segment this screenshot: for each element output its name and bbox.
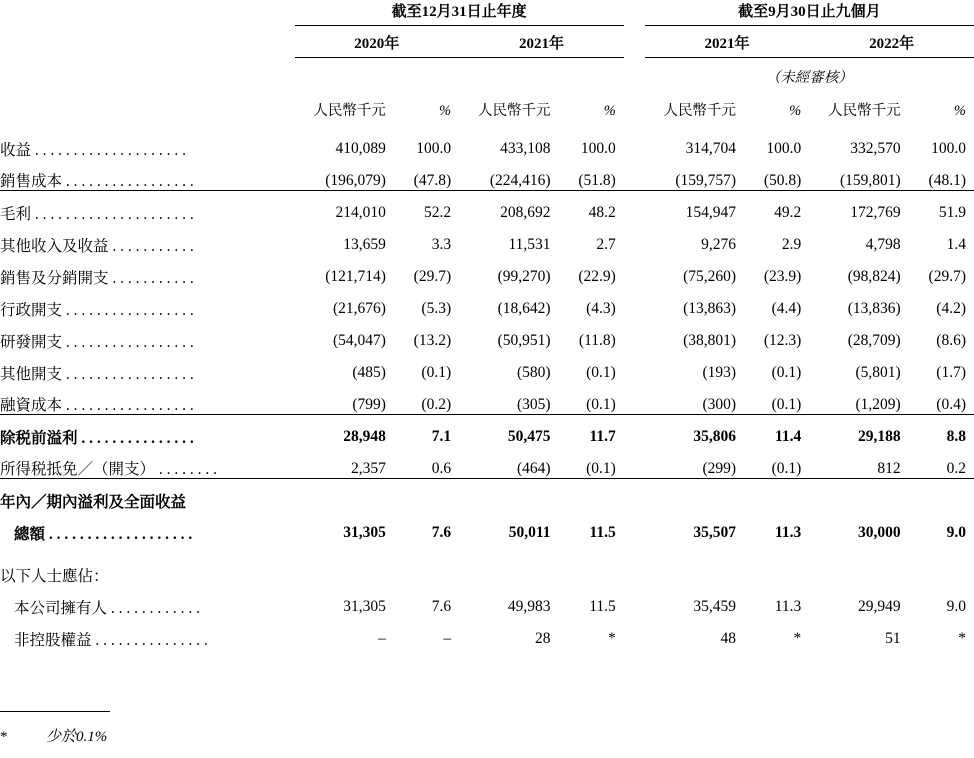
table-row — [0, 286, 974, 318]
row-label: 毛利 . . . . . . . . . . . . . . . . . . . . . — [0, 190, 295, 222]
cell-amount: (305) — [516, 395, 551, 413]
cell-percent: (0.1) — [771, 364, 802, 381]
row-label: 除税前溢利 . . . . . . . . . . . . . . . — [0, 414, 295, 446]
cell-amount: 812 — [877, 459, 901, 477]
cell-percent: (11.8) — [578, 332, 616, 349]
cell-amount: (75,260) — [683, 268, 737, 285]
cell-percent: 0.2 — [946, 459, 966, 477]
cell-percent: (4.3) — [586, 300, 616, 317]
cell-amount: 30,000 — [858, 524, 901, 541]
spacer-row — [0, 542, 974, 552]
cell-percent: 100.0 — [766, 140, 802, 157]
cell-amount: (799) — [352, 395, 386, 413]
cell-percent: 11.5 — [589, 598, 616, 615]
cell-percent — [392, 478, 459, 510]
cell-percent: (0.1) — [421, 364, 452, 381]
table-row — [0, 382, 974, 414]
cell-percent: (47.8) — [413, 171, 452, 189]
row-label: 非控股權益 . . . . . . . . . . . . . . . — [14, 631, 208, 649]
cell-percent: (5.3) — [421, 300, 452, 317]
header-group-annual: 截至12月31日止年度 — [295, 0, 624, 26]
cell-amount — [809, 478, 906, 510]
header-unit-row — [0, 89, 974, 126]
cell-amount: 314,704 — [685, 140, 737, 157]
column-gap — [624, 584, 645, 616]
row-label: 銷售成本 . . . . . . . . . . . . . . . . . — [0, 173, 194, 190]
row-label: 銷售及分銷開支 . . . . . . . . . . . — [0, 269, 194, 287]
column-gap — [624, 126, 645, 158]
row-label: 融資成本 . . . . . . . . . . . . . . . . . — [0, 397, 194, 414]
cell-percent: 3.3 — [431, 236, 452, 253]
cell-percent: (48.1) — [928, 171, 966, 189]
header-group-row — [0, 0, 974, 26]
cell-amount: (54,047) — [332, 332, 386, 349]
cell-percent: (12.3) — [763, 332, 802, 349]
cell-percent: (8.6) — [936, 332, 966, 349]
cell-amount: (99,270) — [497, 268, 551, 285]
header-unit-pct-3: % — [789, 103, 802, 119]
cell-percent: 11.3 — [774, 598, 802, 615]
header-year-2020: 2020年 — [295, 26, 460, 58]
cell-percent: 49.2 — [742, 190, 809, 222]
cell-percent — [907, 552, 974, 584]
cell-amount: 35,806 — [645, 414, 742, 446]
cell-percent: * — [608, 630, 616, 647]
cell-percent: (0.2) — [421, 395, 452, 413]
cell-amount: 35,507 — [693, 524, 737, 541]
cell-percent: (29.7) — [413, 268, 452, 285]
row-label: 收益 . . . . . . . . . . . . . . . . . . . . — [0, 141, 187, 159]
cell-amount: 410,089 — [335, 140, 386, 157]
cell-percent: 7.6 — [431, 598, 452, 615]
cell-amount: 28,948 — [295, 414, 392, 446]
row-label: 本公司擁有人 . . . . . . . . . . . . — [14, 599, 201, 617]
header-gap-2 — [624, 26, 645, 58]
cell-amount: 9,276 — [701, 236, 737, 253]
header-unit-rmb-3: 人民幣千元 — [663, 103, 737, 119]
cell-percent — [557, 552, 624, 584]
column-gap — [624, 158, 645, 190]
cell-amount: 35,459 — [693, 598, 737, 615]
cell-percent — [742, 478, 809, 510]
cell-amount: (159,757) — [675, 171, 737, 189]
table-row — [0, 254, 974, 286]
header-blank-5 — [0, 89, 295, 126]
column-gap — [624, 552, 645, 584]
header-gap — [624, 0, 645, 26]
cell-amount: 11,531 — [508, 236, 551, 253]
footnote — [0, 725, 107, 746]
cell-amount: (193) — [702, 364, 737, 381]
cell-amount: 49,983 — [507, 598, 551, 615]
cell-percent: 9.0 — [946, 598, 966, 615]
cell-percent: * — [958, 630, 966, 647]
header-unit-pct-2: % — [603, 103, 616, 119]
cell-amount: (196,079) — [325, 171, 386, 189]
table-row — [0, 350, 974, 382]
cell-amount: (28,709) — [847, 332, 901, 349]
cell-percent: (29.7) — [928, 268, 966, 285]
cell-percent: 9.0 — [946, 524, 966, 541]
table-row — [0, 126, 974, 158]
row-label: 總額 . . . . . . . . . . . . . . . . . . . — [14, 525, 193, 543]
cell-percent: (1.7) — [936, 364, 966, 381]
cell-percent: (4.2) — [936, 300, 966, 317]
header-unaudited-row — [0, 58, 974, 90]
cell-percent: (0.1) — [771, 459, 802, 477]
cell-amount: (50,951) — [497, 332, 551, 349]
cell-amount: 172,769 — [809, 190, 906, 222]
cell-amount: (21,676) — [332, 300, 386, 317]
cell-amount — [809, 552, 906, 584]
column-gap — [624, 318, 645, 350]
cell-amount: (5,801) — [855, 364, 901, 381]
cell-amount: 2,357 — [351, 459, 386, 477]
row-label: 行政開支 . . . . . . . . . . . . . . . . . — [0, 301, 194, 319]
cell-amount — [459, 552, 556, 584]
cell-amount: 31,305 — [343, 598, 386, 615]
cell-percent: (0.1) — [586, 364, 616, 381]
cell-percent: 100.0 — [580, 140, 616, 157]
header-blank-2 — [0, 26, 295, 58]
column-gap — [624, 510, 645, 542]
cell-amount: 214,010 — [295, 190, 392, 222]
cell-percent: – — [443, 630, 452, 647]
header-unit-pct-1: % — [439, 103, 452, 119]
cell-percent: 11.3 — [774, 524, 802, 541]
cell-amount: 51 — [885, 630, 901, 647]
column-gap — [624, 414, 645, 446]
cell-amount: 29,188 — [809, 414, 906, 446]
column-gap — [624, 286, 645, 318]
cell-amount: (38,801) — [683, 332, 737, 349]
cell-percent: (0.1) — [771, 395, 802, 413]
cell-amount: – — [378, 630, 386, 647]
cell-percent: (23.9) — [763, 268, 802, 285]
cell-amount: (464) — [516, 459, 551, 477]
cell-amount: (98,824) — [847, 268, 901, 285]
cell-percent — [557, 478, 624, 510]
table-row — [0, 158, 974, 190]
cell-amount: 28 — [535, 630, 551, 647]
cell-percent: 11.4 — [742, 414, 809, 446]
cell-percent: (0.4) — [936, 395, 966, 413]
cell-amount: 433,108 — [500, 140, 551, 157]
column-gap — [624, 350, 645, 382]
row-label: 其他收入及收益 . . . . . . . . . . . — [0, 237, 194, 255]
cell-percent: 100.0 — [416, 140, 452, 157]
footnote-text: 少於0.1% — [46, 729, 108, 745]
cell-amount — [645, 552, 742, 584]
table-body — [0, 126, 974, 648]
cell-amount: 31,305 — [343, 524, 386, 541]
table-row — [0, 552, 974, 584]
cell-amount: (13,836) — [847, 300, 901, 317]
cell-amount: (485) — [352, 364, 386, 381]
footnote-divider — [0, 711, 110, 712]
column-gap — [624, 382, 645, 414]
header-year-2021-ninemonth: 2021年 — [645, 26, 810, 58]
cell-percent: 11.7 — [557, 414, 624, 446]
cell-amount: 29,949 — [858, 598, 901, 615]
cell-percent: 51.9 — [907, 190, 974, 222]
table-row — [0, 616, 974, 648]
cell-amount: (121,714) — [325, 268, 386, 285]
header-unit-pct-4: % — [953, 103, 966, 119]
cell-percent — [907, 478, 974, 510]
cell-percent: (13.2) — [413, 332, 452, 349]
table-row — [0, 584, 974, 616]
cell-amount: 50,475 — [459, 414, 556, 446]
column-gap — [624, 254, 645, 286]
cell-amount: (300) — [702, 395, 737, 413]
cell-percent: (0.1) — [586, 459, 616, 477]
header-unaudited-note: （未經審核） — [765, 70, 853, 86]
cell-percent: 11.5 — [589, 524, 616, 541]
cell-percent: 1.4 — [946, 236, 966, 253]
header-unit-rmb-1: 人民幣千元 — [313, 103, 386, 119]
cell-amount — [295, 478, 392, 510]
cell-percent: (4.4) — [771, 300, 802, 317]
cell-percent: 7.1 — [392, 414, 459, 446]
row-label: 年內／期內溢利及全面收益 — [0, 478, 295, 510]
header-blank — [0, 0, 295, 26]
column-gap — [624, 478, 645, 510]
header-blank-3 — [0, 58, 295, 90]
header-unit-rmb-2: 人民幣千元 — [478, 103, 551, 119]
cell-percent: 2.9 — [781, 236, 802, 253]
cell-amount — [295, 552, 392, 584]
footnote-marker: * — [0, 729, 8, 745]
column-gap — [624, 616, 645, 648]
header-gap-4 — [624, 89, 645, 126]
table-row — [0, 318, 974, 350]
table-row — [0, 222, 974, 254]
cell-amount: 332,570 — [850, 140, 901, 157]
row-label: 所得税抵免／（開支） . . . . . . . . — [0, 461, 218, 478]
cell-percent: (51.8) — [578, 171, 616, 189]
row-label: 研發開支 . . . . . . . . . . . . . . . . . — [0, 333, 194, 351]
cell-amount: 154,947 — [645, 190, 742, 222]
header-blank-4 — [295, 58, 624, 90]
cell-amount: (580) — [516, 364, 551, 381]
header-year-2022-ninemonth: 2022年 — [809, 26, 974, 58]
cell-percent: 100.0 — [931, 140, 966, 157]
cell-amount: 50,011 — [508, 524, 551, 541]
header-group-ninemonth: 截至9月30日止九個月 — [645, 0, 974, 26]
cell-percent: (22.9) — [578, 268, 616, 285]
cell-percent: (0.1) — [586, 395, 616, 413]
row-label: 以下人士應佔： — [0, 567, 109, 585]
cell-amount: (159,801) — [839, 171, 901, 189]
cell-amount: (13,863) — [683, 300, 737, 317]
cell-amount — [645, 478, 742, 510]
column-gap — [624, 222, 645, 254]
header-gap-3 — [624, 58, 645, 90]
header-year-row — [0, 26, 974, 58]
cell-percent: 8.8 — [907, 414, 974, 446]
cell-percent: * — [793, 630, 802, 647]
cell-amount: (224,416) — [489, 171, 551, 189]
row-label: 其他開支 . . . . . . . . . . . . . . . . . — [0, 365, 194, 383]
header-year-2021-annual: 2021年 — [459, 26, 624, 58]
table-row — [0, 446, 974, 478]
cell-amount: 13,659 — [343, 236, 386, 253]
cell-percent: 7.6 — [431, 524, 452, 541]
header-unit-rmb-4: 人民幣千元 — [828, 103, 901, 119]
cell-amount: 48 — [720, 630, 737, 647]
cell-percent: 48.2 — [557, 190, 624, 222]
cell-percent: 0.6 — [431, 459, 452, 477]
column-gap — [624, 446, 645, 478]
cell-amount: (18,642) — [497, 300, 551, 317]
cell-amount: (299) — [702, 459, 737, 477]
cell-percent — [392, 552, 459, 584]
cell-amount — [459, 478, 556, 510]
cell-percent: 2.7 — [596, 236, 616, 253]
cell-percent: 52.2 — [392, 190, 459, 222]
table-row — [0, 414, 974, 446]
table-row — [0, 510, 974, 542]
cell-amount: 4,798 — [865, 236, 901, 253]
cell-percent — [742, 552, 809, 584]
cell-amount: 208,692 — [459, 190, 556, 222]
cell-amount: (1,209) — [855, 395, 901, 413]
cell-percent: (50.8) — [763, 171, 802, 189]
table-row — [0, 478, 974, 510]
table-row — [0, 190, 974, 222]
column-gap — [624, 190, 645, 222]
